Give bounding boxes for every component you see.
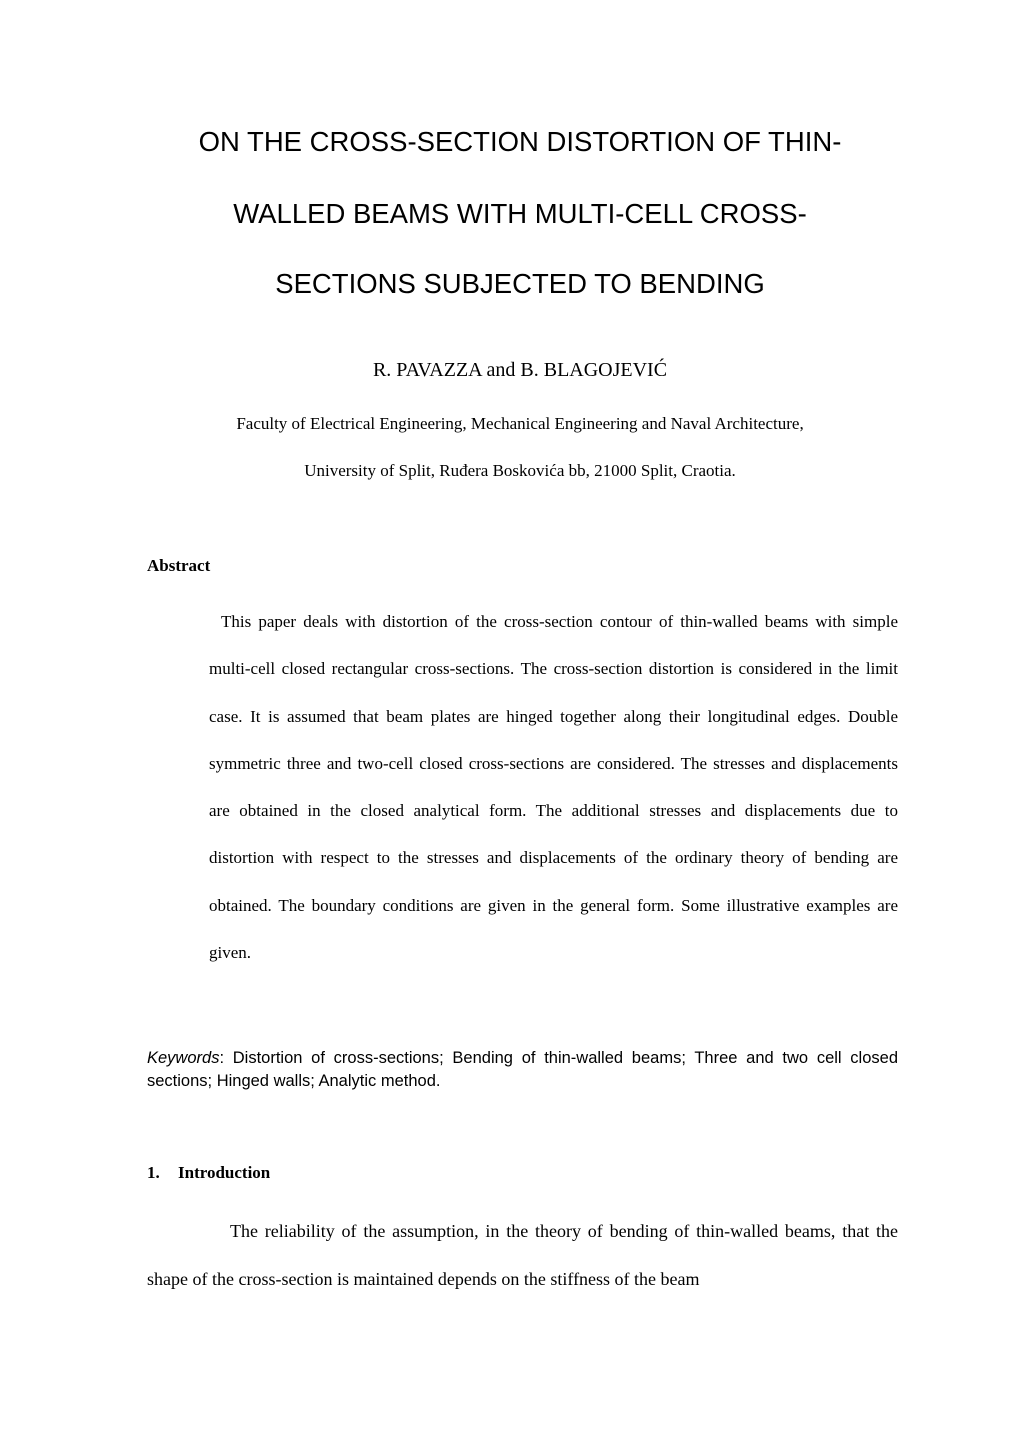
affiliation-line-1: Faculty of Electrical Engineering, Mechanical Engineering and Naval Architecture,: [236, 414, 804, 433]
affiliation-line-2: University of Split, Ruđera Boskovića bb, 21000 Split, Craotia.: [304, 461, 736, 480]
authors: R. PAVAZZA and B. BLAGOJEVIĆ: [372, 359, 668, 381]
title-line-3: SECTIONS SUBJECTED TO BENDING: [275, 268, 765, 299]
title-line-2: WALLED BEAMS WITH MULTI-CELL CROSS-: [233, 198, 807, 229]
keywords-label: Keywords: [147, 1049, 220, 1067]
keywords-text: : Distortion of cross-sections; Bending of thin-walled beams; Three and two cell closed sections; Hinged walls; Analytic method.: [147, 1049, 898, 1090]
section-title: Introduction: [178, 1163, 271, 1182]
section-number: 1.: [147, 1163, 160, 1182]
introduction-text: The reliability of the assumption, in the theory of bending of thin-walled beams, that the shape of the cross-section is maintained depends on the stiffness of the beam: [147, 1221, 898, 1289]
section-heading-introduction: [147, 1161, 270, 1185]
keywords: [147, 1047, 898, 1093]
title-line-1: ON THE CROSS-SECTION DISTORTION OF THIN-: [198, 126, 842, 157]
abstract-heading: Abstract: [147, 556, 211, 575]
abstract-text: This paper deals with distortion of the cross-section contour of thin-walled beams with simple multi-cell closed rectangular cross-sections. The cross-section distortion is considered in the limit case. It is assumed that beam plates are hinged together along their longitudinal edges. Double symmetric three and two-cell closed cross-sections are considered. The stresses and displacements are obtained in the closed analytical form. The additional stresses and displacements due to distortion with respect to the stresses and displacements of the ordinary theory of bending are obtained. The boundary conditions are given in the general form. Some illustrative examples are given.: [209, 612, 898, 963]
